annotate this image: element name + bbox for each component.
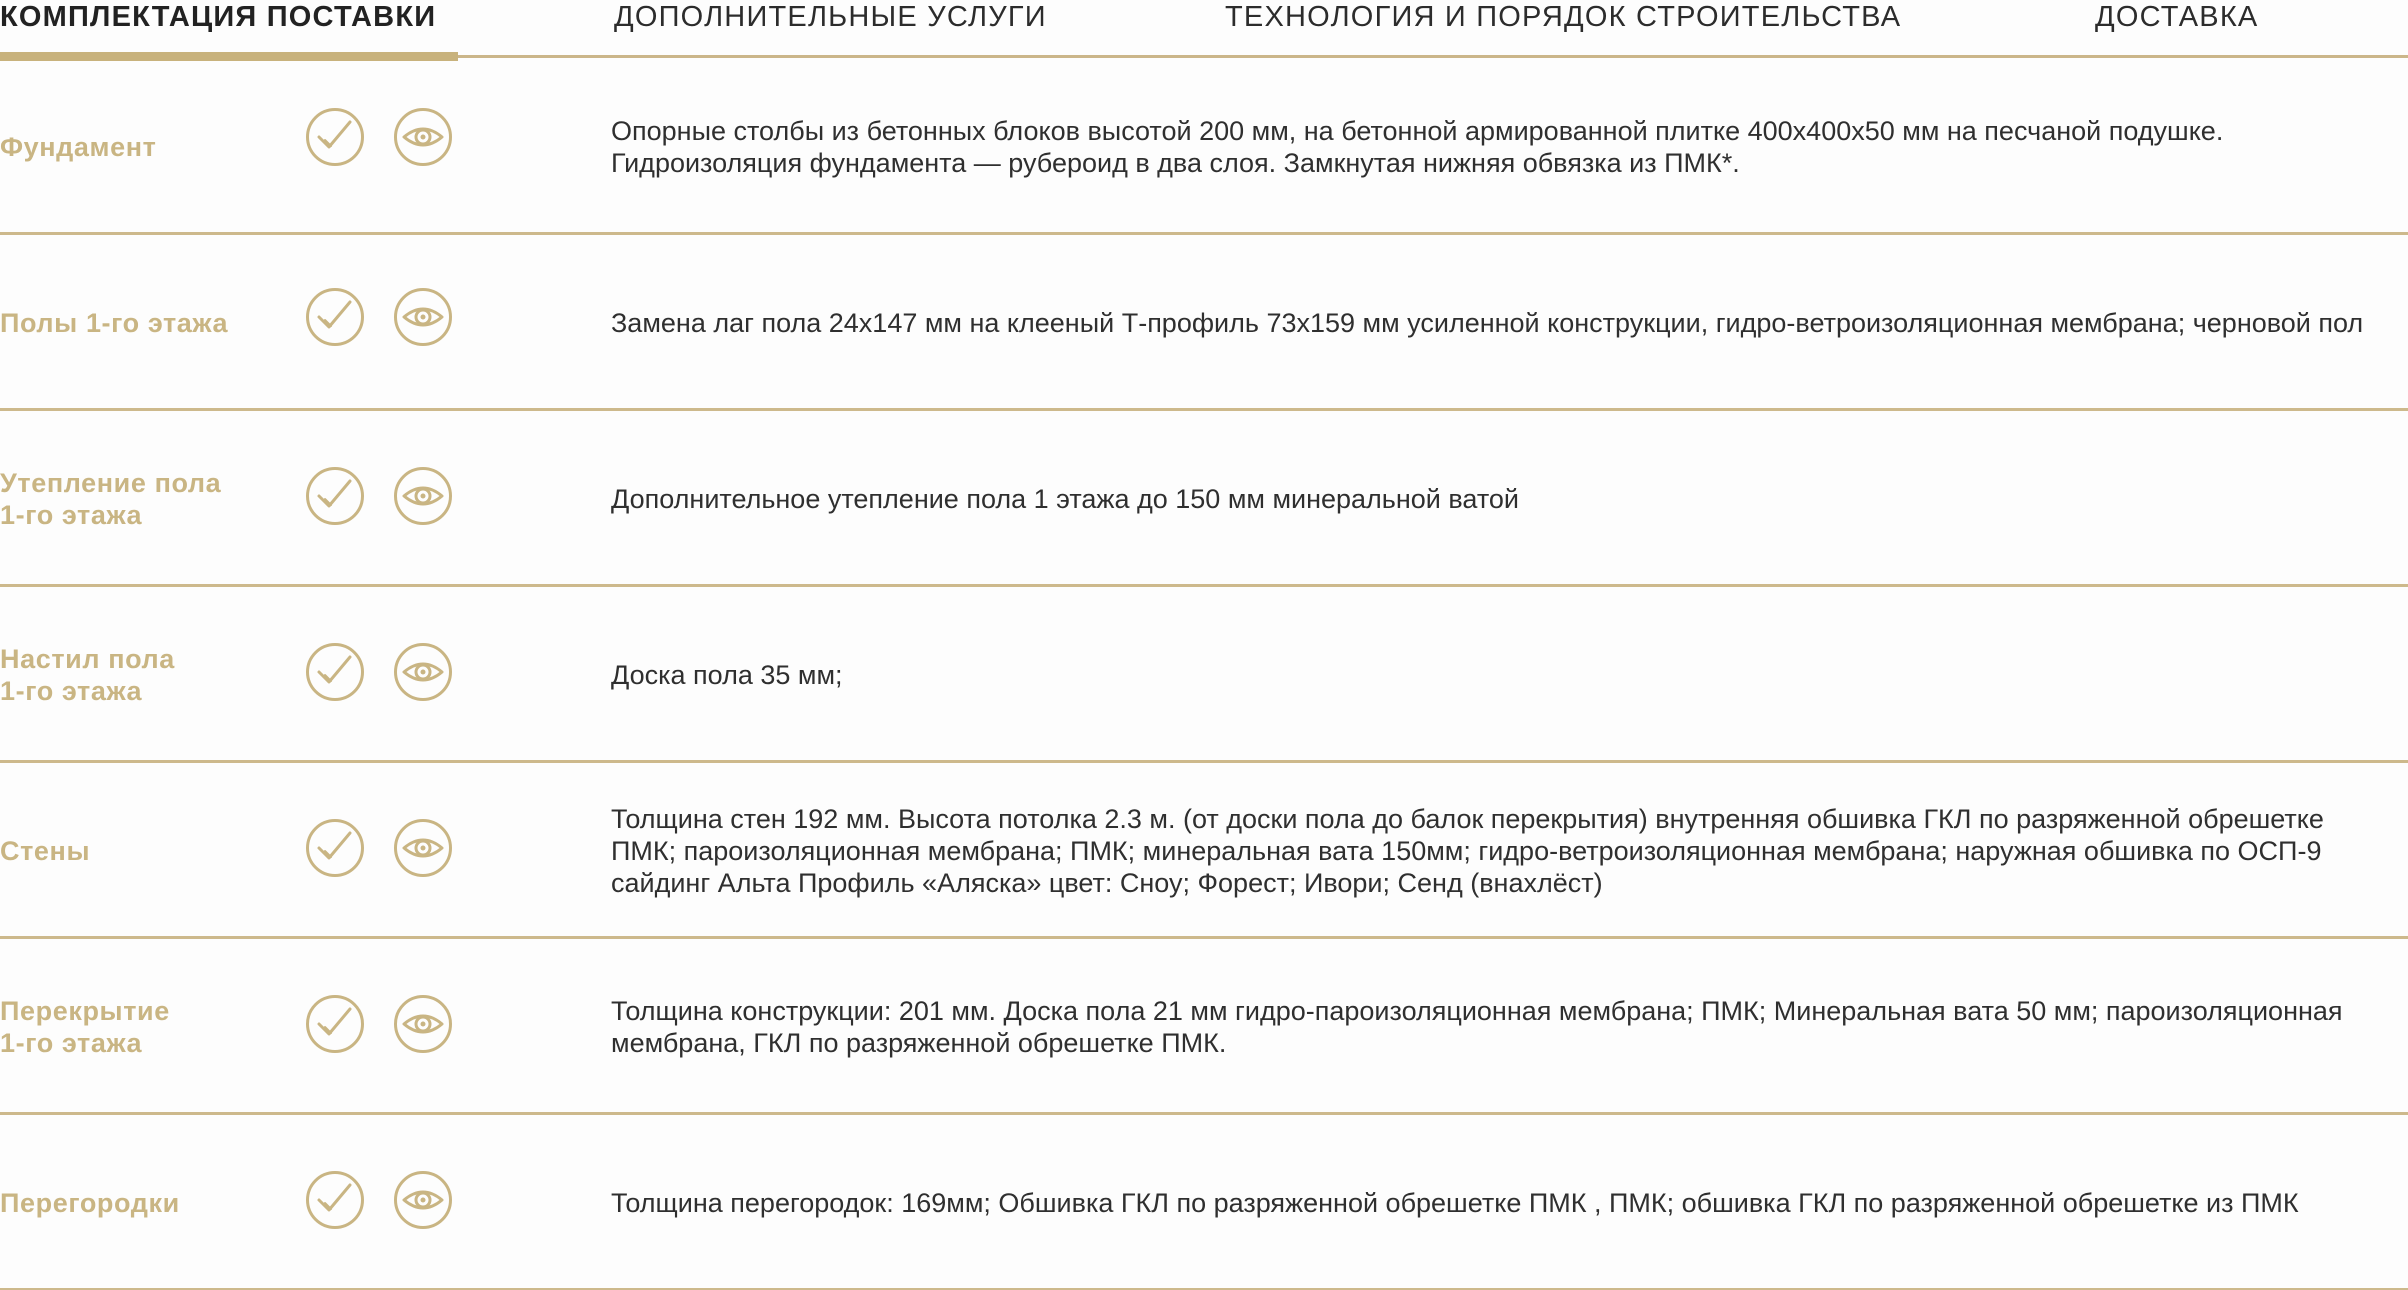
tab-delivery-kit[interactable]: КОМПЛЕКТАЦИЯ ПОСТАВКИ — [0, 1, 437, 33]
row-description: Толщина стен 192 мм. Высота потолка 2.3 м. (от доски пола до балок перекрытия) внутренняя обшивка ГКЛ по разряженной обрешетке ПМК; пароизоляционная мембрана; ПМК; минеральная вата 150мм; гидро-ветроизоляционная мембрана; наружная обшивка по ОСП-9 сайдинг Альта Профиль «Аляска» цвет: Сноу; Форест; Ивори; Сенд (внахлёст) — [611, 804, 2324, 898]
checkmark-circle-icon[interactable] — [305, 994, 365, 1054]
row-description: Доска пола 35 мм; — [611, 660, 843, 690]
row-description: Толщина конструкции: 201 мм. Доска пола 21 мм гидро-пароизоляционная мембрана; ПМК; Минеральная вата 50 мм; пароизоляционная мембрана, ГКЛ по разряженной обрешетке ПМК. — [611, 996, 2343, 1058]
tab-construction-technology[interactable]: ТЕХНОЛОГИЯ И ПОРЯДОК СТРОИТЕЛЬСТВА — [1225, 1, 1902, 33]
row-description: Дополнительное утепление пола 1 этажа до 150 мм минеральной ватой — [611, 484, 1520, 514]
eye-circle-icon[interactable] — [393, 818, 453, 878]
row-title: Стены — [0, 836, 91, 866]
spec-row-floor-insulation — [0, 411, 2408, 587]
spec-row-floors — [0, 235, 2408, 411]
row-title: Полы 1-го этажа — [0, 308, 229, 338]
row-description: Опорные столбы из бетонных блоков высотой 200 мм, на бетонной армированной плитке 400х400х50 мм на песчаной подушке. Гидроизоляция фундамента — рубероид в два слоя. Замкнутая нижняя обвязка из ПМК*. — [611, 116, 2224, 178]
row-title: Утепление пола 1-го этажа — [0, 468, 222, 530]
row-title: Фундамент — [0, 132, 157, 162]
checkmark-circle-icon[interactable] — [305, 107, 365, 167]
eye-circle-icon[interactable] — [393, 287, 453, 347]
eye-circle-icon[interactable] — [393, 466, 453, 526]
checkmark-circle-icon[interactable] — [305, 818, 365, 878]
row-description: Толщина перегородок: 169мм; Обшивка ГКЛ по разряженной обрешетке ПМК , ПМК; обшивка ГКЛ по разряженной обрешетке из ПМК — [611, 1188, 2299, 1218]
eye-circle-icon[interactable] — [393, 642, 453, 702]
eye-circle-icon[interactable] — [393, 994, 453, 1054]
checkmark-circle-icon[interactable] — [305, 1170, 365, 1230]
eye-circle-icon[interactable] — [393, 1170, 453, 1230]
spec-row-foundation — [0, 59, 2408, 235]
row-title: Перекрытие 1-го этажа — [0, 996, 170, 1058]
row-title: Перегородки — [0, 1188, 180, 1218]
spec-row-floor-decking — [0, 587, 2408, 763]
row-description: Замена лаг пола 24х147 мм на клееный Т-профиль 73х159 мм усиленной конструкции, гидро-ветроизоляционная мембрана; черновой пол — [611, 308, 2364, 338]
tab-bar — [0, 0, 2408, 58]
checkmark-circle-icon[interactable] — [305, 287, 365, 347]
eye-circle-icon[interactable] — [393, 107, 453, 167]
spec-row-partitions — [0, 1115, 2408, 1290]
tab-additional-services[interactable]: ДОПОЛНИТЕЛЬНЫЕ УСЛУГИ — [614, 1, 1047, 33]
spec-row-walls — [0, 763, 2408, 939]
checkmark-circle-icon[interactable] — [305, 642, 365, 702]
row-title: Настил пола 1-го этажа — [0, 644, 175, 706]
checkmark-circle-icon[interactable] — [305, 466, 365, 526]
tab-delivery[interactable]: ДОСТАВКА — [2095, 1, 2259, 33]
spec-row-ceiling — [0, 939, 2408, 1115]
